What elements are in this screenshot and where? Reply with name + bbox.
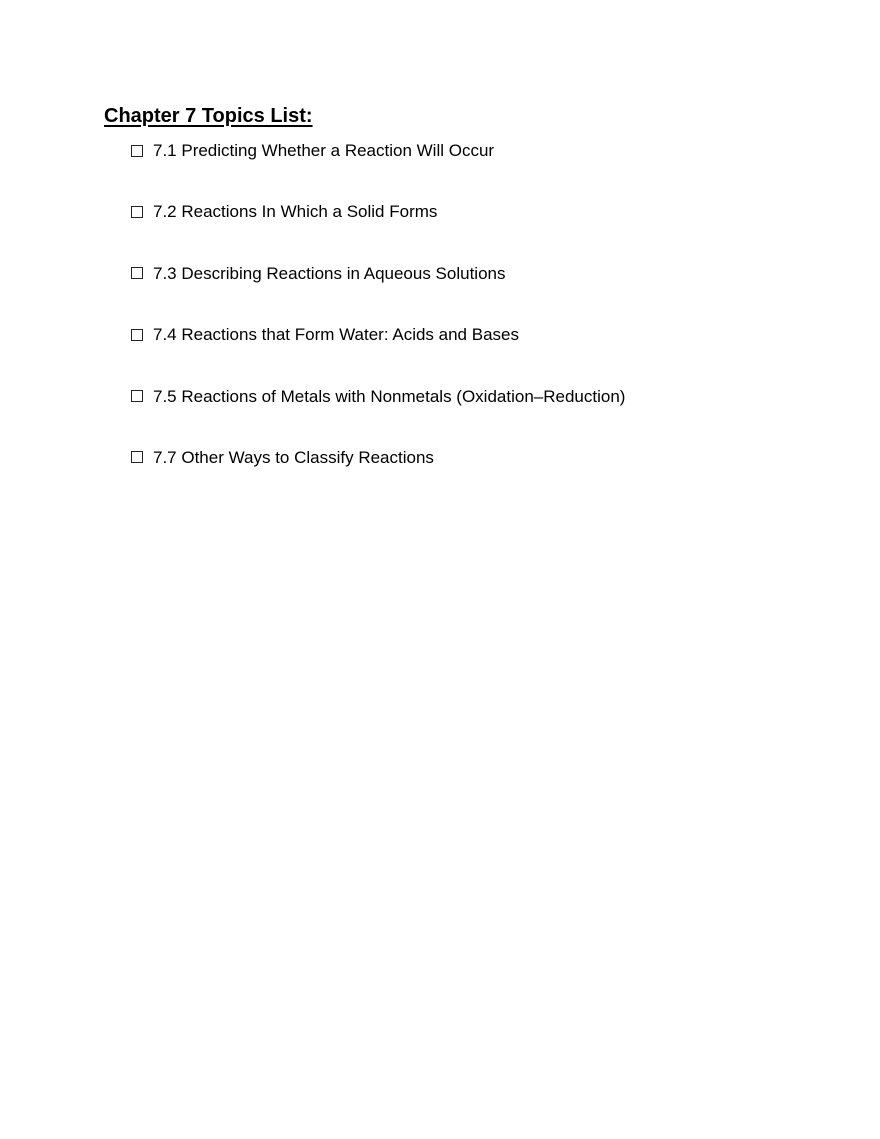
empty-checkbox-icon[interactable] <box>131 390 143 402</box>
topic-list <box>131 138 625 506</box>
empty-checkbox-icon[interactable] <box>131 329 143 341</box>
page-title: Chapter 7 Topics List: <box>104 105 313 127</box>
empty-checkbox-icon[interactable] <box>131 451 143 463</box>
list-item <box>131 384 625 409</box>
list-item <box>131 138 625 163</box>
list-item <box>131 445 625 470</box>
list-item <box>131 322 625 347</box>
empty-checkbox-icon[interactable] <box>131 145 143 157</box>
topic-label: 7.2 Reactions In Which a Solid Forms <box>153 202 438 222</box>
topic-label: 7.4 Reactions that Form Water: Acids and Bases <box>153 325 519 345</box>
topic-label: 7.3 Describing Reactions in Aqueous Solutions <box>153 263 506 283</box>
topic-label: 7.1 Predicting Whether a Reaction Will Occur <box>153 141 495 160</box>
topic-label: 7.7 Other Ways to Classify Reactions <box>153 447 434 467</box>
empty-checkbox-icon[interactable] <box>131 206 143 218</box>
empty-checkbox-icon[interactable] <box>131 267 143 279</box>
list-item <box>131 261 625 286</box>
topic-label: 7.5 Reactions of Metals with Nonmetals (Oxidation–Reduction) <box>153 386 626 406</box>
list-item <box>131 199 625 224</box>
